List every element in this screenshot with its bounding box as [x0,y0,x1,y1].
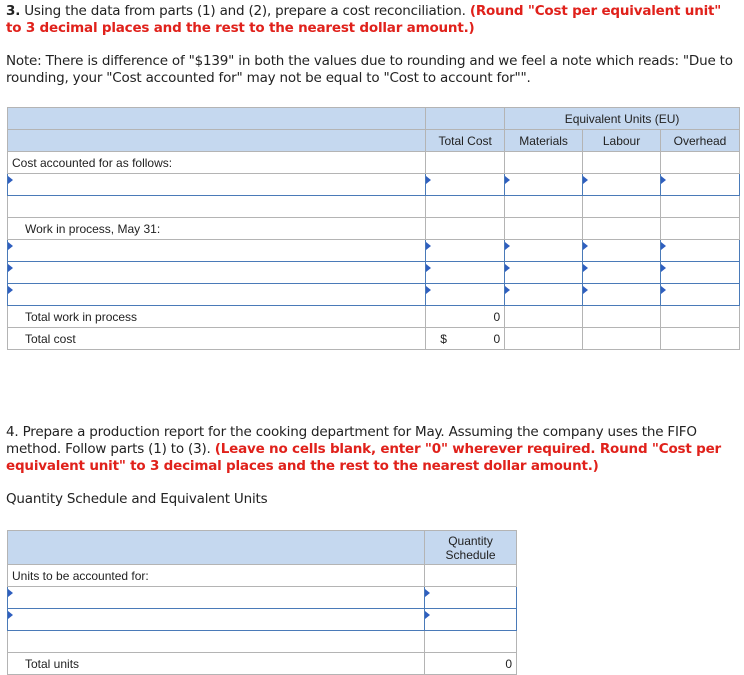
input-overhead-4[interactable] [661,284,740,306]
input-label-4[interactable] [8,284,426,306]
total-cost-value: 0 [493,331,501,346]
row-units-to-account-label: Units to be accounted for: [8,565,425,587]
units-input-label-2[interactable] [8,609,425,631]
units-input-label-1[interactable] [8,587,425,609]
eu-header: Equivalent Units (EU) [505,108,740,130]
col-quantity-schedule: Quantity Schedule [425,531,517,565]
row-cost-accounted-label: Cost accounted for as follows: [8,152,426,174]
question-3-instruction: (Round "Cost per equivalent unit" to 3 decimal places and the rest to the nearest dollar amount.) [6,3,722,36]
units-input-quantity-1[interactable] [425,587,517,609]
input-label-2[interactable] [8,240,426,262]
units-input-quantity-2[interactable] [425,609,517,631]
question-3 [6,3,740,37]
total-cost-cell [426,328,505,350]
question-4-text: Prepare a production report for the cooking department for May. Assuming the company uses the FIFO method. Follow parts (1) to (3). [6,424,697,457]
quantity-schedule-table [7,530,517,675]
col-overhead: Overhead [661,130,740,152]
input-materials-4[interactable] [505,284,583,306]
input-labour-3[interactable] [583,262,661,284]
col-total-cost: Total Cost [426,130,505,152]
rounding-note: Note: There is difference of "$139" in both the values due to rounding and we feel a note which reads: "Due to rounding, your "Cost accounted for" may not be equal to "Cost to account for"". [6,53,733,86]
total-wip-value: 0 [426,306,505,328]
row-total-units-label: Total units [8,653,425,675]
input-materials-2[interactable] [505,240,583,262]
input-label-1[interactable] [8,174,426,196]
cost-reconciliation-table [7,107,740,350]
input-labour-1[interactable] [583,174,661,196]
input-label-3[interactable] [8,262,426,284]
col-labour: Labour [583,130,661,152]
row-wip-label: Work in process, May 31: [8,218,426,240]
total-units-value: 0 [425,653,517,675]
row-total-cost-label: Total cost [8,328,426,350]
dollar-sign: $ [440,331,447,346]
quantity-schedule-heading: Quantity Schedule and Equivalent Units [6,491,268,507]
input-materials-3[interactable] [505,262,583,284]
input-overhead-3[interactable] [661,262,740,284]
input-overhead-1[interactable] [661,174,740,196]
question-3-number: 3. [6,3,21,19]
col-materials: Materials [505,130,583,152]
input-labour-2[interactable] [583,240,661,262]
row-total-wip-label: Total work in process [8,306,426,328]
input-total-cost-1[interactable] [426,174,505,196]
question-4-instruction: (Leave no cells blank, enter "0" wherever required. Round "Cost per equivalent unit" to 3 decimal places and the rest to the nearest dollar amount.) [6,441,721,474]
question-4 [6,424,742,475]
input-total-cost-4[interactable] [426,284,505,306]
input-total-cost-3[interactable] [426,262,505,284]
input-materials-1[interactable] [505,174,583,196]
question-3-text: Using the data from parts (1) and (2), prepare a cost reconciliation. [24,3,466,19]
question-4-number: 4. [6,424,19,440]
input-total-cost-2[interactable] [426,240,505,262]
input-labour-4[interactable] [583,284,661,306]
input-overhead-2[interactable] [661,240,740,262]
